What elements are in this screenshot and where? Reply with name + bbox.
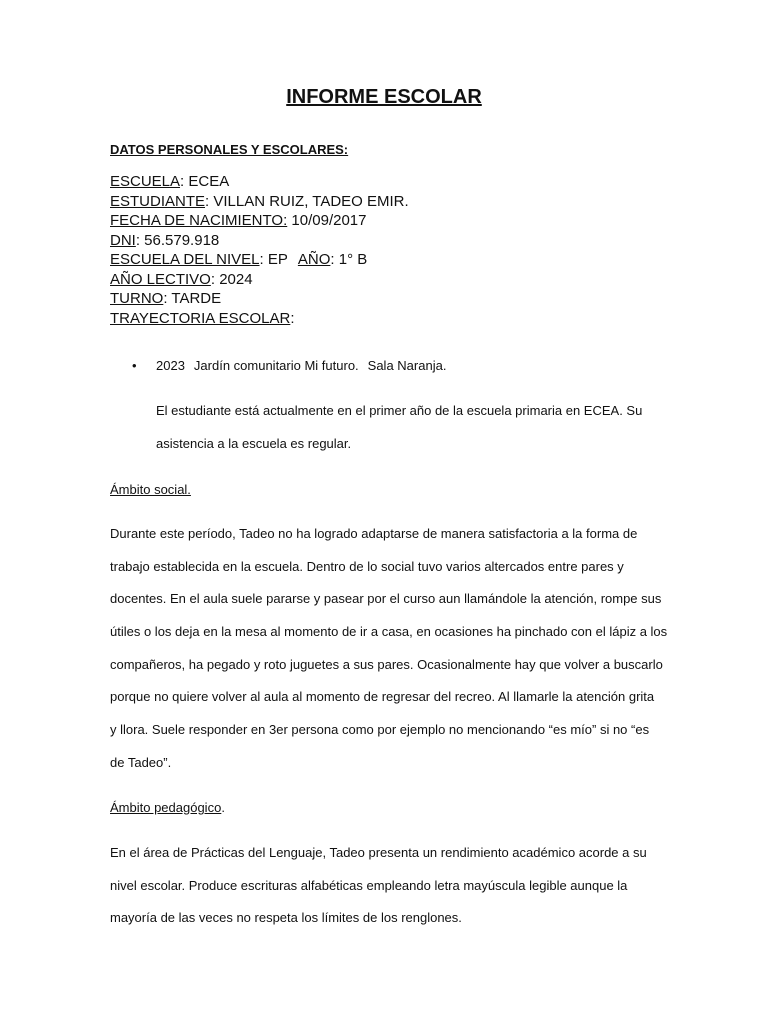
field-value: : bbox=[290, 309, 295, 327]
paragraph-line: compañeros, ha pegado y roto juguetes a sus pares. Ocasionalmente hay que volver a buscarlo bbox=[110, 656, 663, 672]
field-fecha-nacimiento bbox=[110, 211, 409, 231]
field-dni bbox=[110, 231, 409, 251]
field-anio-lectivo bbox=[110, 270, 409, 290]
social-paragraph bbox=[110, 518, 668, 780]
trayectoria-year: 2023 bbox=[156, 358, 185, 373]
paragraph-line: útiles o los deja en la mesa al momento de ir a casa, en ocasiones ha pinchado con el lápiz a los bbox=[110, 624, 668, 640]
paragraph-line: porque no quiere volver al aula al momento de regresar del recreo. Al llamarle la atención grita bbox=[110, 689, 655, 705]
paragraph-line: asistencia a la escuela es regular. bbox=[156, 435, 352, 451]
field-label: ESCUELA DEL NIVEL bbox=[110, 251, 260, 268]
personal-data-fields bbox=[110, 172, 409, 328]
trayectoria-entry bbox=[156, 358, 446, 373]
paragraph-line: nivel escolar. Produce escrituras alfabéticas empleando letra mayúscula legible aunque la bbox=[110, 877, 628, 893]
field-value: : VILLAN RUIZ, TADEO EMIR. bbox=[205, 192, 409, 210]
field-label: AÑO LECTIVO bbox=[110, 270, 211, 288]
field-value: : 56.579.918 bbox=[135, 231, 220, 249]
field-value: : 2024 bbox=[210, 270, 253, 288]
section-heading-pedagogico bbox=[110, 800, 225, 815]
field-value: 10/09/2017 bbox=[287, 212, 367, 229]
paragraph-line: Durante este período, Tadeo no ha logrado adaptarse de manera satisfactoria a la forma de bbox=[110, 526, 638, 541]
field-label: TRAYECTORIA ESCOLAR bbox=[110, 309, 291, 327]
field-label: TURNO bbox=[110, 290, 164, 307]
field-value: : TARDE bbox=[163, 290, 222, 307]
field-anio-value: : 1° B bbox=[330, 251, 368, 268]
paragraph-line: El estudiante está actualmente en el primer año de la escuela primaria en ECEA. Su bbox=[156, 403, 643, 418]
field-turno bbox=[110, 289, 409, 309]
heading-text: Ámbito pedagógico bbox=[110, 800, 222, 815]
section-heading-social: Ámbito social. bbox=[110, 482, 191, 497]
field-estudiante bbox=[110, 192, 409, 212]
document-title: INFORME ESCOLAR bbox=[286, 86, 482, 108]
field-escuela-nivel bbox=[110, 250, 409, 270]
heading-suffix: . bbox=[221, 800, 225, 815]
intro-paragraph bbox=[156, 395, 656, 460]
field-anio-label: AÑO bbox=[297, 251, 331, 268]
field-label: ESCUELA bbox=[110, 173, 181, 190]
field-value: : ECEA bbox=[180, 173, 230, 190]
field-label: DNI bbox=[110, 231, 136, 249]
field-escuela bbox=[110, 172, 409, 192]
trayectoria-place: Jardín comunitario Mi futuro. bbox=[193, 358, 359, 373]
paragraph-line: En el área de Prácticas del Lenguaje, Tadeo presenta un rendimiento académico acorde a su bbox=[110, 845, 647, 860]
section-subtitle: DATOS PERSONALES Y ESCOLARES: bbox=[110, 142, 349, 157]
field-label: ESTUDIANTE bbox=[110, 192, 206, 210]
paragraph-line: trabajo establecida en la escuela. Dentro de lo social tuvo varios altercados entre pares y bbox=[110, 558, 624, 574]
paragraph-line: mayoría de las veces no respeta los límites de los renglones. bbox=[110, 910, 462, 926]
paragraph-line: de Tadeo”. bbox=[110, 754, 172, 770]
paragraph-line: y llora. Suele responder en 3er persona como por ejemplo no mencionando “es mío” si no “es bbox=[110, 722, 650, 738]
bullet-icon: • bbox=[132, 358, 137, 373]
field-value: : EP bbox=[259, 251, 288, 268]
paragraph-line: docentes. En el aula suele pararse y pasear por el curso aun llamándole la atención, rompe sus bbox=[110, 591, 662, 607]
field-label: FECHA DE NACIMIENTO: bbox=[110, 212, 288, 229]
trayectoria-room: Sala Naranja. bbox=[367, 358, 447, 373]
field-trayectoria bbox=[110, 309, 409, 329]
pedagogico-paragraph bbox=[110, 837, 662, 935]
